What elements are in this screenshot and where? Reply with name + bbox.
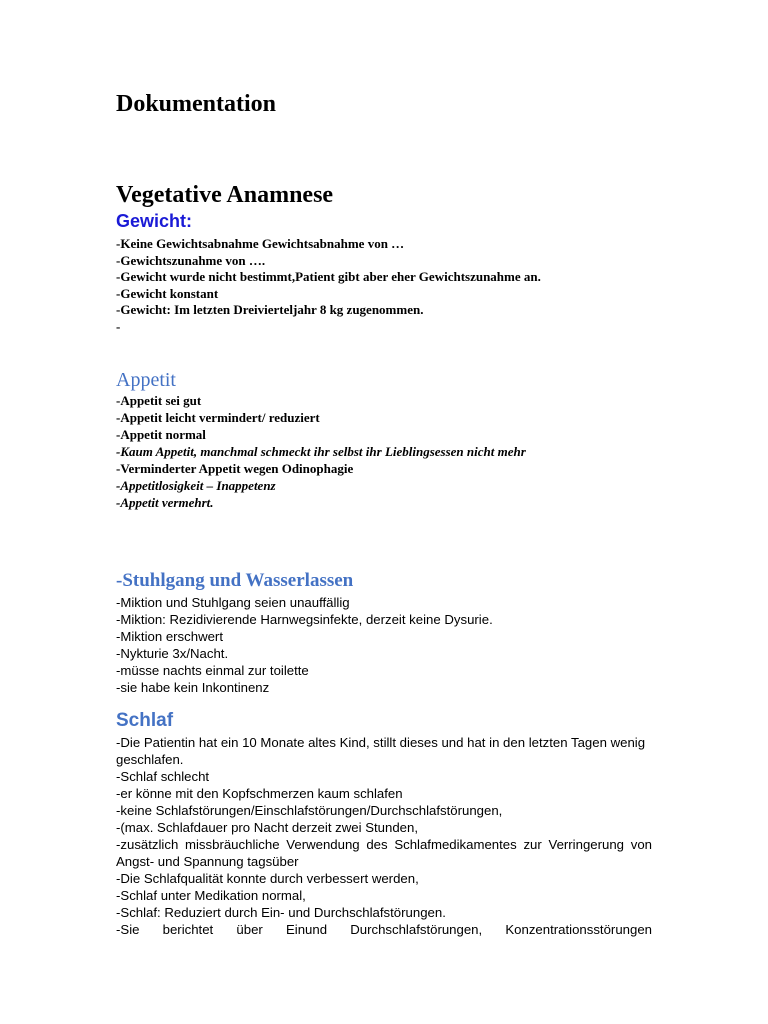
schlaf-list <box>116 734 652 938</box>
list-item: -Keine Gewichtsabnahme Gewichtsabnahme von … <box>116 236 405 251</box>
list-item: -(max. Schlafdauer pro Nacht derzeit zwei Stunden, <box>116 820 418 835</box>
list-item: -Schlaf: Reduziert durch Ein- und Durchschlafstörungen. <box>116 905 446 920</box>
list-item: -Die Patientin hat ein 10 Monate altes Kind, stillt dieses und hat in den letzten Tagen wenig geschlafen. <box>116 735 646 767</box>
stuhlgang-heading: -Stuhlgang und Wasserlassen <box>116 570 354 591</box>
list-item: -Gewicht konstant <box>116 285 219 301</box>
list-item: -Nykturie 3x/Nacht. <box>116 646 229 661</box>
list-item: -Miktion und Stuhlgang seien unauffällig <box>116 595 350 610</box>
list-item: -Appetit normal <box>116 427 206 442</box>
list-item: - <box>116 318 121 334</box>
list-item: -Miktion: Rezidivierende Harnwegsinfekte, derzeit keine Dysurie. <box>116 612 493 627</box>
gewicht-heading: Gewicht: <box>116 211 193 231</box>
appetit-list <box>116 392 526 511</box>
list-item: -Gewicht wurde nicht bestimmt,Patient gibt aber eher Gewichtszunahme an. <box>116 269 541 285</box>
appetit-heading: Appetit <box>116 369 176 391</box>
section-title: Vegetative Anamnese <box>116 182 334 208</box>
list-item: -Kaum Appetit, manchmal schmeckt ihr selbst ihr Lieblingsessen nicht mehr <box>116 444 526 459</box>
list-item: -Appetitlosigkeit – Inappetenz <box>116 478 276 493</box>
list-item: -müsse nachts einmal zur toilette <box>116 663 309 678</box>
list-item: -sie habe kein Inkontinenz <box>116 680 270 695</box>
list-item: -Gewichtszunahme von …. <box>116 252 266 268</box>
list-item: -Appetit vermehrt. <box>116 495 214 510</box>
list-item: -Appetit leicht vermindert/ reduziert <box>116 410 320 425</box>
list-item: -Verminderter Appetit wegen Odinophagie <box>116 461 354 476</box>
list-item: -Schlaf unter Medikation normal, <box>116 888 306 903</box>
list-item: -er könne mit den Kopfschmerzen kaum schlafen <box>116 786 403 801</box>
list-item: -Die Schlafqualität konnte durch verbessert werden, <box>116 871 419 886</box>
list-item: -Sie berichtet über Einund Durchschlafstörungen, Konzentrationsstörungen <box>116 922 652 937</box>
list-item: -keine Schlafstörungen/Einschlafstörungen/Durchschlafstörungen, <box>116 803 503 818</box>
list-item: -Schlaf schlecht <box>116 769 210 784</box>
list-item: -Gewicht: Im letzten Dreivierteljahr 8 kg zugenommen. <box>116 302 424 318</box>
document-title: Dokumentation <box>116 91 277 117</box>
gewicht-list <box>116 236 541 336</box>
list-item: -Miktion erschwert <box>116 629 223 644</box>
schlaf-heading: Schlaf <box>116 710 174 731</box>
list-item: -zusätzlich missbräuchliche Verwendung des Schlafmedikamentes zur Verringerung von Angst- und Spannung tagsüber <box>116 837 652 869</box>
list-item: -Appetit sei gut <box>116 393 202 408</box>
stuhlgang-list <box>116 594 493 696</box>
